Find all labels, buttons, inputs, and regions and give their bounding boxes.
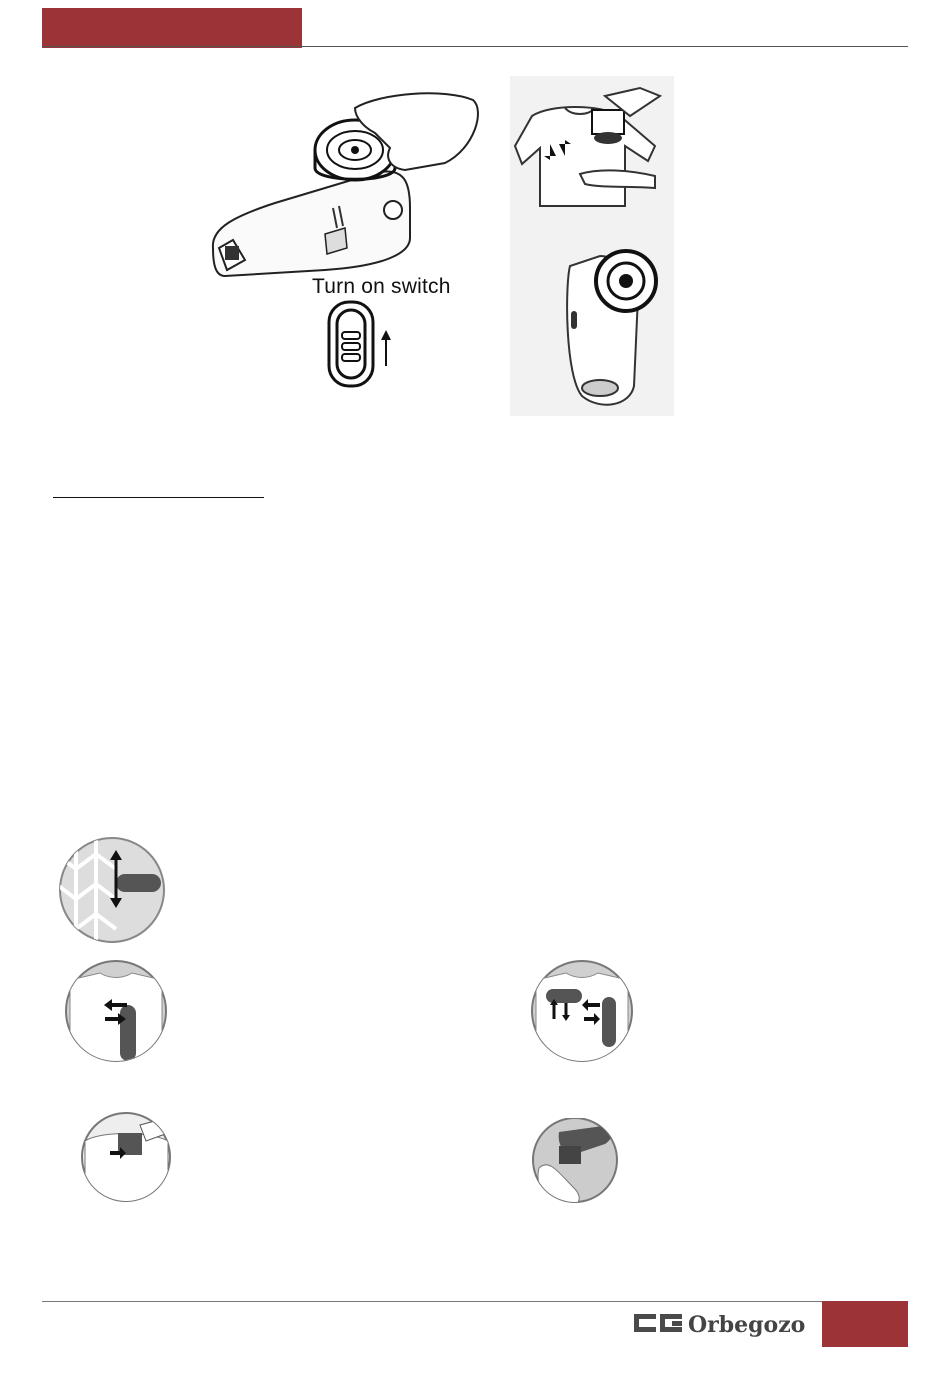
- section-heading-underline: [53, 497, 264, 498]
- shirt-side-to-side-icon: [60, 955, 172, 1067]
- brand-mark-icon: [634, 1314, 682, 1332]
- fabric-pattern-up-down-icon: [56, 834, 168, 946]
- shirt-multi-direction-icon: [526, 955, 638, 1067]
- footer-rule: [42, 1301, 822, 1302]
- switch-caption: Turn on switch: [312, 275, 451, 298]
- footer-accent-bar: [822, 1301, 908, 1347]
- sock-cleaning-icon: [529, 1118, 641, 1230]
- header-accent-bar: [42, 8, 302, 48]
- header-rule: [42, 46, 908, 47]
- lint-remover-hand-switch-illustration: [205, 88, 487, 398]
- brand-name: Orbegozo: [688, 1312, 806, 1338]
- sweater-and-lint-remover-illustration: [510, 76, 674, 416]
- sweater-collar-icon: [80, 1111, 192, 1223]
- orbegozo-logo: [634, 1308, 812, 1338]
